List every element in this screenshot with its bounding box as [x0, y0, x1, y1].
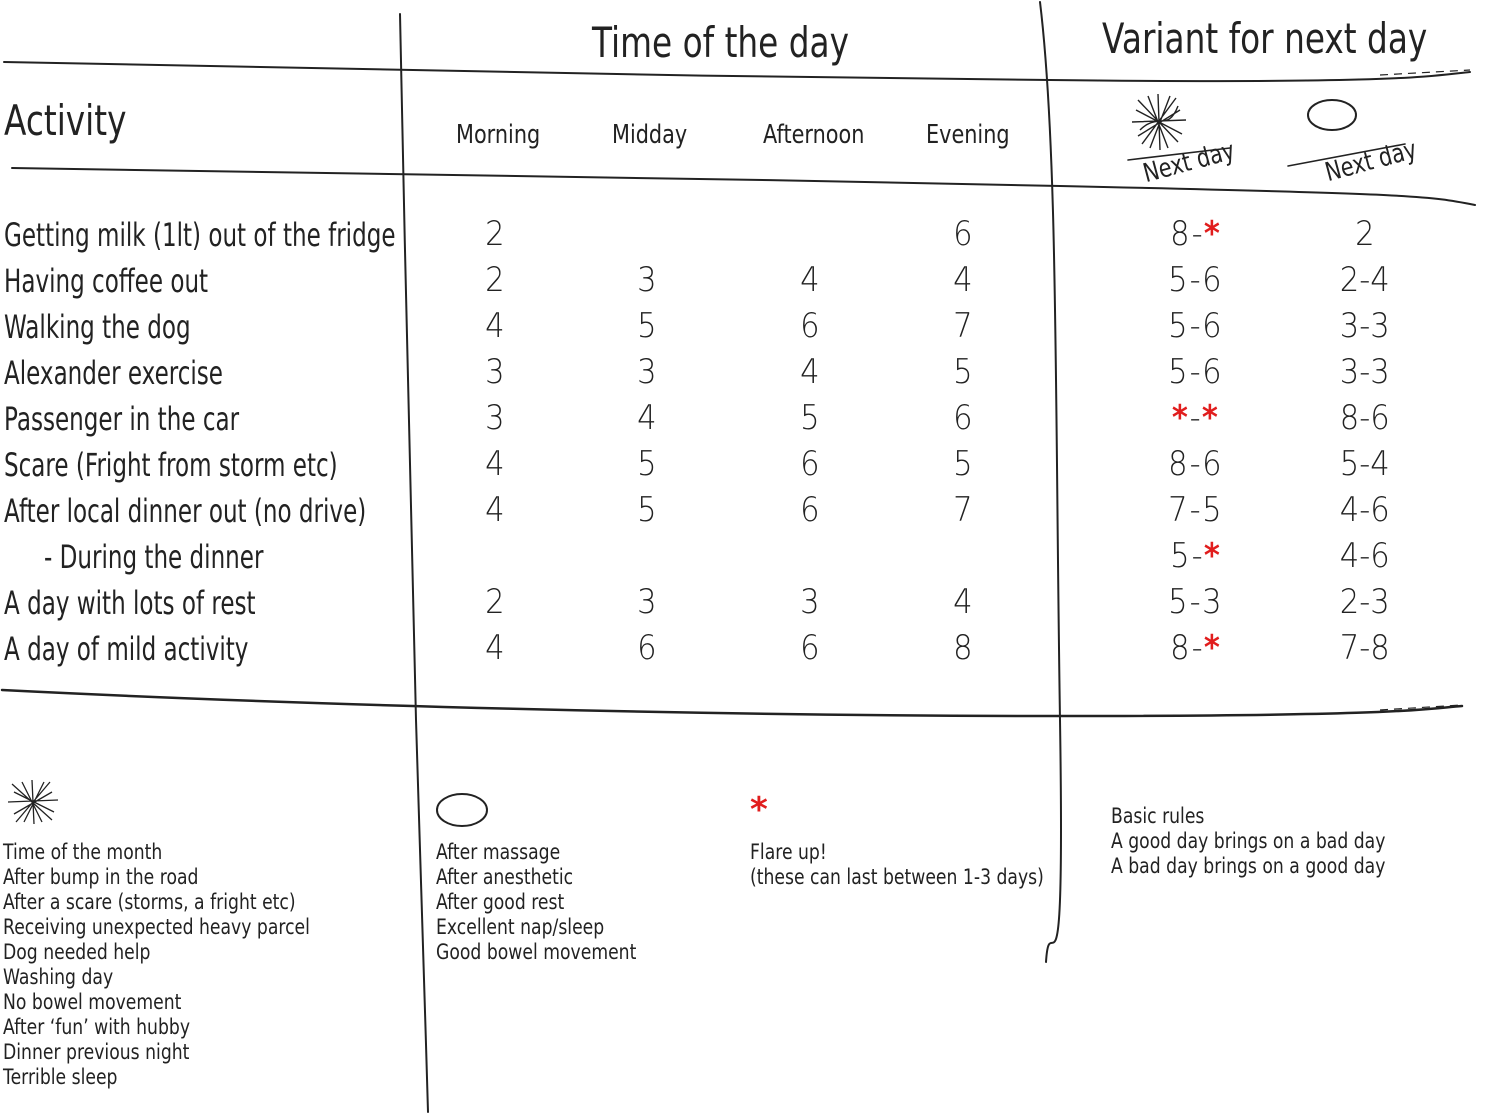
cell-value: 2	[485, 214, 505, 254]
legend-item: After massage	[436, 840, 561, 864]
cell-next-day-good	[1300, 306, 1430, 346]
cell-value: 3	[485, 398, 505, 438]
cell-evening	[913, 582, 1013, 622]
cell-afternoon	[760, 306, 860, 346]
cell-value: 3	[485, 352, 505, 392]
cell-morning	[445, 582, 545, 622]
column-morning: Morning	[456, 120, 541, 150]
cell-midday	[597, 214, 697, 254]
cell-value: 6	[953, 214, 973, 254]
basic-rules	[1111, 804, 1385, 879]
cell-value: 2	[1355, 214, 1375, 254]
cell-value: 5	[637, 490, 657, 530]
rule-item: A good day brings on a bad day	[1111, 829, 1386, 853]
cell-morning	[445, 260, 545, 300]
cell-value: 7-8	[1339, 628, 1390, 668]
cell-value: 3-3	[1339, 352, 1390, 392]
cell-value: 3	[637, 352, 657, 392]
cell-morning	[445, 398, 545, 438]
cell-value: 6	[800, 628, 820, 668]
cell-afternoon	[760, 490, 860, 530]
activity-label: A day of mild activity	[4, 630, 249, 668]
cell-next-day-bad: 7-5	[1168, 490, 1222, 530]
cell-morning	[445, 536, 545, 576]
cell-value: 4	[953, 260, 973, 300]
cell-value: 4	[637, 398, 657, 438]
activity-label: Alexander exercise	[4, 354, 223, 392]
cell-value: 3	[800, 582, 820, 622]
activity-label: Passenger in the car	[4, 400, 240, 438]
legend-item: After good rest	[436, 890, 565, 914]
cell-value: 8	[953, 628, 973, 668]
cell-value: 4	[485, 306, 505, 346]
cell-midday	[597, 444, 697, 484]
table-row	[0, 352, 1500, 396]
activity-label: Scare (Fright from storm etc)	[4, 446, 338, 484]
cell-value: 5	[953, 444, 973, 484]
flare-asterisk: *	[1203, 214, 1220, 254]
cell-midday	[597, 260, 697, 300]
cell-value: 3	[637, 260, 657, 300]
cell-evening	[913, 490, 1013, 530]
cell-evening	[913, 352, 1013, 392]
cell-next-day-bad: 5-6	[1168, 352, 1222, 392]
cell-evening	[913, 306, 1013, 346]
cell-next-day-bad: 5-*	[1170, 536, 1220, 576]
cell-value: 7	[1168, 490, 1188, 530]
cell-value: 6	[953, 398, 973, 438]
table-row	[0, 260, 1500, 304]
good-day-legend-list	[436, 840, 636, 965]
cell-value: 6	[800, 444, 820, 484]
cell-value: 6	[1202, 352, 1222, 392]
cell-value: 6	[1202, 306, 1222, 346]
cell-value: 8	[1170, 628, 1190, 668]
table-row	[0, 444, 1500, 488]
cell-evening	[913, 536, 1013, 576]
table-row	[0, 628, 1500, 672]
cell-morning	[445, 306, 545, 346]
activity-header: Activity	[4, 96, 127, 145]
cell-value: 4-6	[1339, 490, 1390, 530]
legend-item: Time of the month	[3, 840, 163, 864]
legend-item: After a scare (storms, a fright etc)	[3, 890, 296, 914]
table-row	[0, 214, 1500, 258]
legend-item: After bump in the road	[3, 865, 199, 889]
column-next-day-bad: Next day	[1140, 135, 1238, 189]
circle-icon	[434, 790, 490, 830]
column-midday: Midday	[612, 120, 688, 150]
cell-next-day-bad: 5-6	[1168, 306, 1222, 346]
cell-morning	[445, 628, 545, 668]
table-row	[0, 490, 1500, 534]
activity-label: After local dinner out (no drive)	[4, 492, 367, 530]
column-afternoon: Afternoon	[763, 120, 865, 150]
cell-next-day-bad: 5-3	[1168, 582, 1222, 622]
flare-asterisk-icon: *	[750, 790, 768, 830]
cell-next-day-good	[1300, 582, 1430, 622]
cell-next-day-good	[1300, 398, 1430, 438]
activity-label: Walking the dog	[4, 308, 191, 346]
cell-midday	[597, 398, 697, 438]
legend-item: Flare up!	[750, 840, 827, 864]
cell-value: 5	[637, 306, 657, 346]
legend-item: Receiving unexpected heavy parcel	[3, 915, 310, 939]
legend-item: Dinner previous night	[3, 1040, 190, 1064]
activity-label: Getting milk (1lt) out of the fridge	[4, 216, 396, 254]
cell-value: 5-4	[1339, 444, 1390, 484]
cell-value: 6	[1202, 444, 1222, 484]
cell-afternoon	[760, 628, 860, 668]
legend-item: Dog needed help	[3, 940, 151, 964]
cell-morning	[445, 490, 545, 530]
cell-value: 4	[800, 352, 820, 392]
cell-value: 2-3	[1339, 582, 1390, 622]
cell-afternoon	[760, 352, 860, 392]
cell-midday	[597, 582, 697, 622]
cell-value: 4	[953, 582, 973, 622]
bad-day-legend-list	[3, 840, 310, 1090]
flare-asterisk: *	[1203, 536, 1220, 576]
cell-value: 2	[485, 582, 505, 622]
legend-item: No bowel movement	[3, 990, 182, 1014]
cell-value: 5	[800, 398, 820, 438]
cell-value: 5	[1170, 536, 1190, 576]
flare-asterisk: *	[1202, 398, 1219, 438]
cell-evening	[913, 628, 1013, 668]
cell-midday	[597, 490, 697, 530]
legend-item: Terrible sleep	[3, 1065, 118, 1089]
table-row	[0, 306, 1500, 350]
cell-value: 4	[485, 490, 505, 530]
scribble-burst-icon	[6, 778, 60, 826]
cell-value: 2-4	[1339, 260, 1390, 300]
legend-item: (these can last between 1-3 days)	[750, 865, 1044, 889]
cell-midday	[597, 306, 697, 346]
cell-value: 6	[800, 306, 820, 346]
cell-midday	[597, 628, 697, 668]
cell-afternoon	[760, 398, 860, 438]
cell-afternoon	[760, 260, 860, 300]
cell-value: 5	[1168, 260, 1188, 300]
cell-value: 5	[1168, 352, 1188, 392]
legend-item: Washing day	[3, 965, 114, 989]
table-row	[0, 536, 1500, 580]
cell-value: 5	[1168, 306, 1188, 346]
cell-evening	[913, 214, 1013, 254]
cell-next-day-bad: 8-*	[1170, 628, 1220, 668]
cell-value: 3	[1202, 582, 1222, 622]
legend-item: After anesthetic	[436, 865, 574, 889]
cell-morning	[445, 352, 545, 392]
cell-morning	[445, 444, 545, 484]
cell-value: 4-6	[1339, 536, 1390, 576]
cell-next-day-good	[1300, 214, 1430, 254]
cell-next-day-bad: *-*	[1171, 398, 1219, 438]
cell-value: 3-3	[1339, 306, 1390, 346]
column-evening: Evening	[926, 120, 1010, 150]
cell-afternoon	[760, 214, 860, 254]
cell-value: 4	[800, 260, 820, 300]
cell-evening	[913, 398, 1013, 438]
rule-item: A bad day brings on a good day	[1111, 854, 1386, 878]
cell-next-day-good	[1300, 536, 1430, 576]
cell-afternoon	[760, 444, 860, 484]
cell-afternoon	[760, 536, 860, 576]
activity-label: Having coffee out	[4, 262, 209, 300]
cell-value: 5	[1168, 582, 1188, 622]
cell-value: 8-6	[1339, 398, 1390, 438]
cell-value: 6	[637, 628, 657, 668]
cell-next-day-bad: 8-*	[1170, 214, 1220, 254]
cell-value: 5	[637, 444, 657, 484]
table-row	[0, 582, 1500, 626]
cell-value: 6	[800, 490, 820, 530]
cell-next-day-good	[1300, 260, 1430, 300]
cell-next-day-good	[1300, 352, 1430, 392]
cell-next-day-bad: 8-6	[1168, 444, 1222, 484]
cell-value: 6	[1202, 260, 1222, 300]
cell-next-day-good	[1300, 628, 1430, 668]
cell-morning	[445, 214, 545, 254]
cell-value: 5	[953, 352, 973, 392]
cell-midday	[597, 536, 697, 576]
cell-value: 3	[637, 582, 657, 622]
legend-item: Good bowel movement	[436, 940, 637, 964]
cell-next-day-bad: 5-6	[1168, 260, 1222, 300]
table-row	[0, 398, 1500, 442]
cell-value: 8	[1168, 444, 1188, 484]
column-next-day-good: Next day	[1322, 134, 1420, 188]
cell-value: 4	[485, 628, 505, 668]
cell-value: 7	[953, 490, 973, 530]
flare-legend	[750, 840, 1044, 890]
rules-title: Basic rules	[1111, 804, 1205, 828]
cell-afternoon	[760, 582, 860, 622]
cell-evening	[913, 444, 1013, 484]
circle-icon	[1305, 96, 1359, 134]
variant-header: Variant for next day	[1102, 14, 1428, 63]
activity-label: A day with lots of rest	[4, 584, 256, 622]
time-of-day-header: Time of the day	[592, 18, 850, 67]
cell-midday	[597, 352, 697, 392]
scribble-burst-icon	[1128, 92, 1190, 152]
cell-value: 4	[485, 444, 505, 484]
cell-evening	[913, 260, 1013, 300]
cell-value: 7	[953, 306, 973, 346]
activity-label: - During the dinner	[44, 538, 264, 576]
cell-value: 5	[1202, 490, 1222, 530]
cell-value: 2	[485, 260, 505, 300]
cell-next-day-good	[1300, 490, 1430, 530]
cell-next-day-good	[1300, 444, 1430, 484]
cell-value: 8	[1170, 214, 1190, 254]
legend-item: After ‘fun’ with hubby	[3, 1015, 191, 1039]
legend-item: Excellent nap/sleep	[436, 915, 605, 939]
flare-asterisk: *	[1171, 398, 1188, 438]
flare-asterisk: *	[1203, 628, 1220, 668]
